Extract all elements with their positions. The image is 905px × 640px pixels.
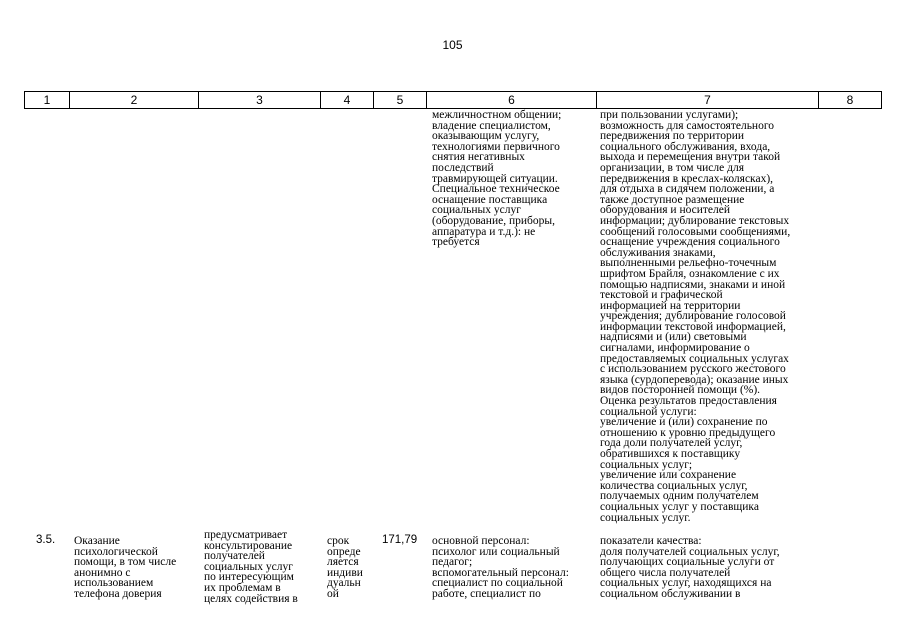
column-number-5: 5	[374, 92, 427, 109]
service-rate: 171,79	[382, 534, 418, 546]
column-number-1: 1	[25, 92, 70, 109]
service-term: срок опреде ляется индиви дуальн ой	[327, 535, 363, 600]
column-header-row	[24, 91, 882, 109]
column-number-2: 2	[70, 92, 199, 109]
column-number-3: 3	[199, 92, 321, 109]
page-number: 105	[442, 38, 463, 52]
service-staffing: основной персонал: психолог или социальный педагог; вспомогательный персонал: специалист по социальной работе, специалист по	[432, 535, 569, 600]
column-number-8: 8	[819, 92, 882, 109]
column-number-6: 6	[427, 92, 597, 109]
service-description: предусматривает консультирование получателей социальных услуг по интересующим их проблемам в целях содействия в	[204, 529, 298, 605]
column-number-7: 7	[597, 92, 819, 109]
service-number: 3.5.	[36, 534, 56, 546]
continued-quality-indicators: при пользовании услугами); возможность для самостоятельного передвижения по территории социального обслуживания, входа, выхода и перемещения внутри такой организации, в том числе для передвижения в креслах-колясках), для отдыха в сидячем положении, а также доступное размещение оборудования и носителей информации; дублирование текстовых сообщений голосовыми сообщениями, оснащение учреждения социального обслуживания знаками, выполненными рельефно-точечным шрифтом Брайля, ознакомление с их помощью надписями, знаками и иной текстовой и графической информацией на территории учреждения; дублирование голосовой информации текстовой информацией, надписями и (или) световыми сигналами, информирование о предоставляемых социальных услугах с использованием русского жестового языка (сурдоперевода); оказание иных видов посторонней помощи (%). Оценка результатов предоставления социальной услуги: увеличение и (или) сохранение по отношению к уровню предыдущего года доли получателей услуг, обратившихся к поставщику социальных услуг; увеличение или сохранение количества социальных услуг, получаемых одним получателем социальных услуг у поставщика социальных услуг.	[600, 109, 791, 524]
service-name: Оказание психологической помощи, в том числе анонимно с использованием телефона доверия	[74, 535, 177, 600]
column-number-4: 4	[321, 92, 374, 109]
continued-staffing-conditions: межличностном общении; владение специалистом, оказывающим услугу, технологиями первичного снятия негативных последствий травмирующей ситуации. Специальное техническое оснащение поставщика социальных услуг (оборудование, приборы, аппаратура и т.д.): не требуется	[432, 109, 562, 249]
service-quality-indicators: показатели качества: доля получателей социальных услуг, получающих социальные услуги от общего числа получателей социальных услуг, находящихся на социальном обслуживании в	[600, 535, 780, 600]
